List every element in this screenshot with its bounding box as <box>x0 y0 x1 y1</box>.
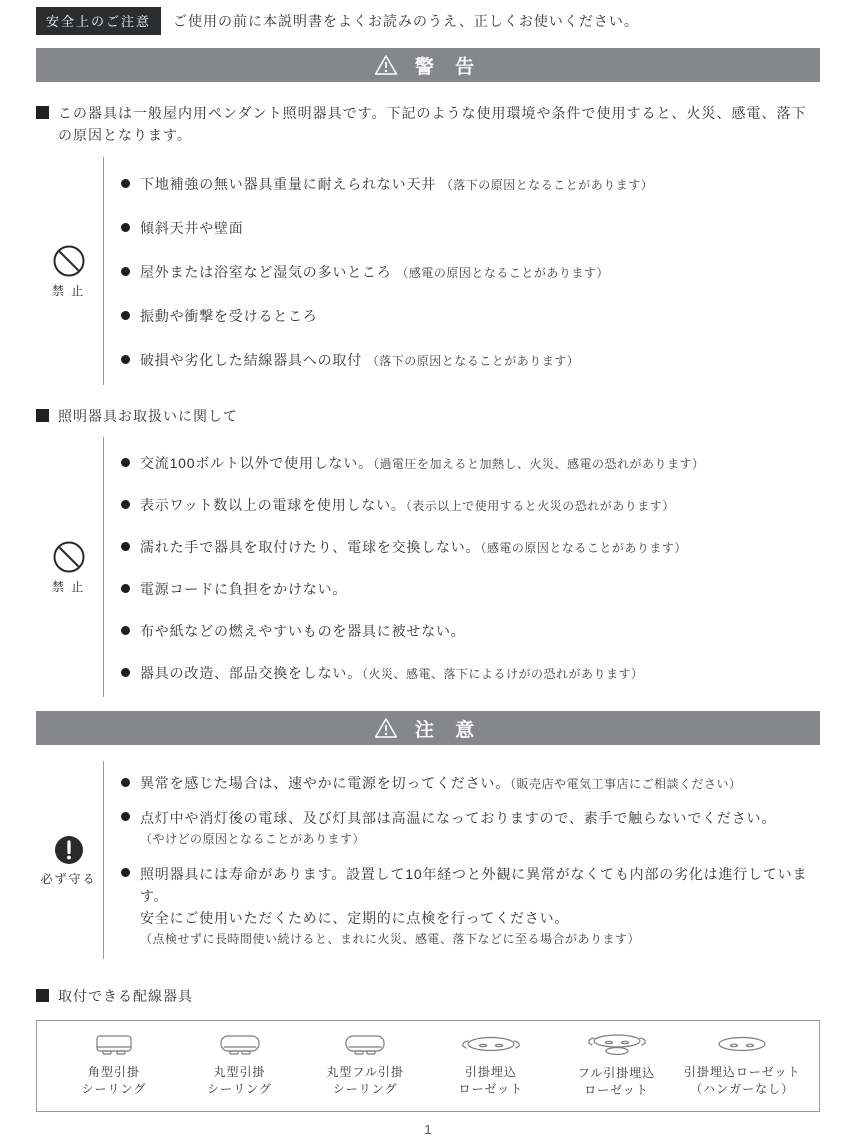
handling-heading-text: 照明器具お取扱いに関して <box>58 407 238 424</box>
fixtures-heading <box>36 985 820 1007</box>
item-note: （販売店や電気工事店にご相談ください） <box>510 777 742 792</box>
fixture-label-line1: 角型引掛 <box>87 1064 140 1079</box>
bullet-icon <box>121 223 130 232</box>
list-item <box>121 339 820 383</box>
item-text: 破損や劣化した結線器具への取付 <box>140 351 362 368</box>
fixture-label-line1: 丸型フル引掛 <box>326 1064 404 1079</box>
list-item <box>121 295 820 339</box>
mandatory-list <box>104 761 820 959</box>
item-text: 濡れた手で器具を取付けたり、電球を交換しない。 <box>140 539 481 556</box>
bullet-icon <box>121 267 130 276</box>
list-item <box>121 801 820 857</box>
bullet-icon <box>121 626 130 635</box>
list-item <box>121 653 820 695</box>
item-note: （表示以上で使用すると火災の恐れがあります） <box>405 499 675 514</box>
list-item <box>121 163 820 207</box>
square-bullet-icon <box>36 106 49 119</box>
fixture-label-line2: ローゼット <box>584 1083 649 1098</box>
page-number: 1 <box>424 1121 432 1137</box>
prohibition-icon-column <box>36 157 104 385</box>
item-text: 交流100ボルト以外で使用しない。 <box>140 455 373 472</box>
prohibition-label: 禁 止 <box>51 580 86 595</box>
item-text: 布や紙などの燃えやすいものを器具に被せない。 <box>140 623 466 640</box>
list-item <box>121 527 820 569</box>
fixture-item <box>177 1034 303 1098</box>
list-item <box>121 251 820 295</box>
fixture-item <box>679 1034 805 1098</box>
bullet-icon <box>121 812 130 821</box>
warning-intro-heading <box>36 102 820 147</box>
fixture-label-line1: 引掛埋込ローゼット <box>683 1064 801 1079</box>
fixture-icon-embedded-rosette-no-hanger <box>714 1034 770 1057</box>
item-note: （感電の原因となることがあります） <box>396 265 609 280</box>
fixture-icon-full-embedded-rosette <box>586 1032 648 1058</box>
warning-banner-label: 警 告 <box>414 56 483 78</box>
item-note: （火災、感電、落下によるけがの恐れがあります） <box>362 667 644 682</box>
fixture-label-line2: （ハンガーなし） <box>690 1081 795 1096</box>
list-item <box>121 207 820 251</box>
fixture-item <box>51 1034 177 1098</box>
prohibition-icon-column <box>36 437 104 697</box>
mandatory-icon <box>52 833 86 867</box>
item-note: （落下の原因となることがあります） <box>440 177 654 192</box>
item-text: 下地補強の無い器具重量に耐えられない天井 <box>140 175 436 192</box>
prohibition-list <box>104 437 820 697</box>
item-text: 照明器具には寿命があります。設置して10年経つと外観に異常がなくても内部の劣化は進行しています。 <box>140 866 808 905</box>
item-text: 点灯中や消灯後の電球、及び灯具部は高温になっておりますので、素手で触らないでください。 <box>140 810 777 827</box>
item-text: 傾斜天井や壁面 <box>140 219 244 236</box>
mandatory-label: 必ず守る <box>40 872 97 887</box>
item-note: （やけどの原因となることがあります） <box>140 832 366 847</box>
warning-triangle-icon <box>374 717 398 739</box>
list-item <box>121 485 820 527</box>
handling-heading <box>36 405 820 427</box>
fixture-icon-square-ceiling <box>92 1034 136 1057</box>
fixture-label-line2: シーリング <box>81 1081 147 1096</box>
warning-banner <box>36 48 820 82</box>
list-item <box>121 857 820 957</box>
fixture-icon-embedded-rosette <box>460 1034 522 1057</box>
list-item <box>121 767 820 801</box>
bullet-icon <box>121 868 130 877</box>
prohibition-icon <box>51 243 87 279</box>
bullet-icon <box>121 311 130 320</box>
safety-notice-text: ご使用の前に本説明書をよくお読みのうえ、正しくお使いください。 <box>173 13 639 29</box>
prohibition-block-environment <box>36 157 820 385</box>
list-item <box>121 569 820 611</box>
bullet-icon <box>121 778 130 787</box>
bullet-icon <box>121 355 130 364</box>
fixture-item <box>302 1034 428 1098</box>
warning-triangle-icon <box>374 54 398 76</box>
caution-banner-label: 注 意 <box>414 719 483 741</box>
fixture-label-line2: シーリング <box>332 1081 398 1096</box>
bullet-icon <box>121 500 130 509</box>
item-text: 異常を感じた場合は、速やかに電源を切ってください。 <box>140 775 510 792</box>
bullet-icon <box>121 179 130 188</box>
fixture-item <box>554 1032 680 1099</box>
item-text: 電源コードに負担をかけない。 <box>140 581 348 598</box>
fixture-icon-round-full-ceiling <box>343 1034 387 1057</box>
prohibition-block-handling <box>36 437 820 697</box>
fixture-icon-round-ceiling <box>218 1034 262 1057</box>
fixture-label-line1: フル引掛埋込 <box>577 1066 656 1081</box>
item-text: 表示ワット数以上の電球を使用しない。 <box>140 497 406 514</box>
bullet-icon <box>121 542 130 551</box>
square-bullet-icon <box>36 989 49 1002</box>
fixture-label-line1: 引掛埋込 <box>464 1064 517 1079</box>
fixtures-heading-text: 取付できる配線器具 <box>58 988 193 1005</box>
fixture-label-line2: ローゼット <box>458 1081 524 1096</box>
square-bullet-icon <box>36 409 49 422</box>
fixtures-box <box>36 1020 820 1112</box>
item-note: （点検せずに長時間使い続けると、まれに火災、感電、落下などに至る場合があります） <box>140 932 641 947</box>
item-note: （落下の原因となることがあります） <box>366 353 580 368</box>
mandatory-icon-column <box>36 761 104 959</box>
bullet-icon <box>121 458 130 467</box>
caution-banner <box>36 711 820 745</box>
prohibition-list <box>104 157 820 385</box>
fixture-label-line2: シーリング <box>207 1081 272 1096</box>
fixture-label-line1: 丸型引掛 <box>213 1064 266 1079</box>
item-note: （過電圧を加えると加熱し、火災、感電の恐れがあります） <box>372 457 705 472</box>
mandatory-block <box>36 761 820 959</box>
prohibition-icon <box>51 539 87 575</box>
prohibition-label: 禁 止 <box>51 283 86 298</box>
item-text: 振動や衝撃を受けるところ <box>140 307 318 324</box>
safety-notice-badge: 安全上のご注意 <box>36 7 161 35</box>
item-note: （感電の原因となることがあります） <box>480 541 687 556</box>
bullet-icon <box>121 668 130 677</box>
list-item <box>121 443 820 485</box>
list-item <box>121 611 820 653</box>
item-text-line2: 安全にご使用いただくために、定期的に点検を行ってください。 <box>140 910 570 927</box>
fixture-item <box>428 1034 554 1098</box>
warning-intro-text: この器具は一般屋内用ペンダント照明器具です。下記のような使用環境や条件で使用すると、火災、感電、落下の原因となります。 <box>58 105 807 144</box>
bullet-icon <box>121 584 130 593</box>
item-text: 屋外または浴室など湿気の多いところ <box>140 263 392 280</box>
safety-notice-header <box>36 8 820 34</box>
item-text: 器具の改造、部品交換をしない。 <box>140 665 362 682</box>
